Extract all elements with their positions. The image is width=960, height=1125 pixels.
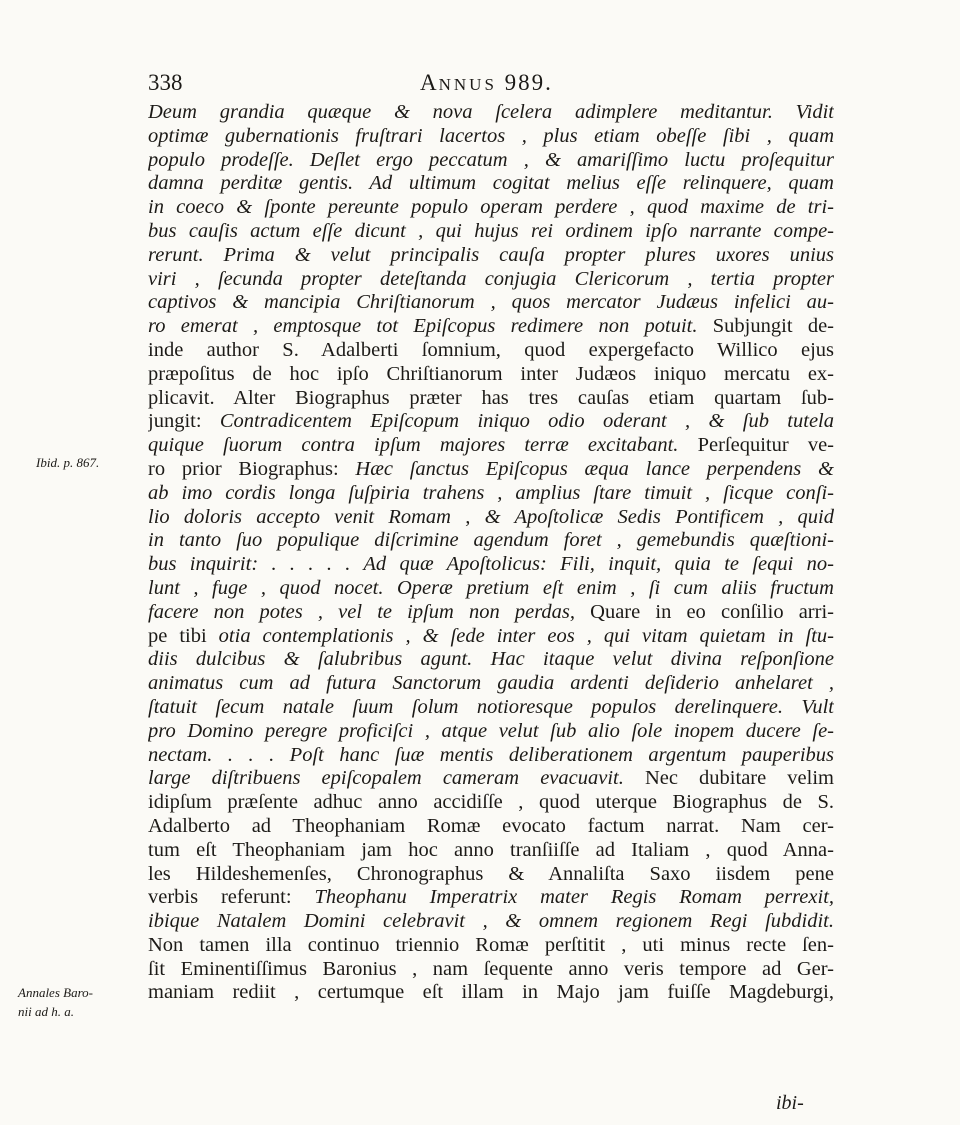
text-line (148, 625, 834, 649)
text-line (148, 220, 834, 244)
text-line (148, 149, 834, 173)
text-line (148, 648, 834, 672)
margin-note-annales-2: nii ad h. a. (18, 1004, 74, 1019)
italic-quotation: captivos & mancipia Chriſtianorum , quos mercator Judæus infelici au- (148, 291, 834, 314)
text-line (148, 125, 834, 149)
text-line (148, 815, 834, 839)
body-text (148, 101, 834, 1005)
roman-text: Subjungit de- (697, 315, 834, 338)
text-line (148, 577, 834, 601)
text-line (148, 363, 834, 387)
roman-text: ro prior Biographus: (148, 457, 356, 480)
text-line (148, 268, 834, 292)
roman-text: verbis referunt: (148, 886, 315, 909)
roman-text: plicavit. Alter Biographus præter has tres cauſas etiam quartam ſub- (148, 386, 834, 409)
italic-quotation: diis dulcibus & ſalubribus agunt. Hac itaque velut divina reſponſione (148, 648, 834, 671)
roman-text: Non tamen illa continuo triennio Romæ perſtitit , uti minus recte ſen- (148, 933, 834, 956)
text-line (148, 886, 834, 910)
text-line (148, 506, 834, 530)
roman-text: Adalberto ad Theophaniam Romæ evocato factum narrat. Nam cer- (148, 814, 834, 837)
text-line (148, 434, 834, 458)
running-title-initial: A (420, 70, 439, 95)
catchword: ibi- (776, 1092, 804, 1114)
text-line (148, 839, 834, 863)
italic-quotation: quique ſuorum contra ipſum majores terræ excitabant. (148, 434, 679, 457)
italic-quotation: optimæ gubernationis fruſtrari lacertos , plus etiam obeſſe ſibi , quam (148, 124, 834, 147)
italic-quotation: in coeco & ſponte pereunte populo operam perdere , quod maxime de tri- (148, 196, 834, 219)
page-header (148, 70, 828, 100)
text-line (148, 387, 834, 411)
italic-quotation: bus cauſis actum eſſe dicunt , qui hujus rei ordinem ipſo narrante compe- (148, 219, 834, 242)
roman-text: ſit Eminentiſſimus Baronius , nam ſequente anno veris tempore ad Ger- (148, 957, 834, 980)
text-line (148, 101, 834, 125)
text-line (148, 196, 834, 220)
text-line (148, 696, 834, 720)
italic-quotation: rerunt. Prima & velut principalis cauſa propter plures uxores unius (148, 243, 834, 266)
roman-text: maniam rediit , certumque eſt illam in Majo jam fuiſſe Magdeburgi, (148, 981, 834, 1004)
running-title-year: 989. (504, 70, 553, 95)
roman-text: Quare in eo conſilio arri- (575, 600, 834, 623)
text-line (148, 791, 834, 815)
italic-quotation: facere non potes , vel te ipſum non perdas, (148, 600, 576, 623)
italic-quotation: lio doloris accepto venit Romam , & Apoſtolicæ Sedis Pontificem , quid (148, 505, 834, 528)
italic-quotation: lunt , fuge , quod nocet. Operæ pretium eſt enim , ſi cum aliis fructum (148, 576, 834, 599)
italic-quotation: ab imo cordis longa ſuſpiria trahens , amplius ſtare timuit , ſicque conſi- (148, 481, 834, 504)
page-number: 338 (148, 70, 183, 95)
text-line (148, 744, 834, 768)
italic-quotation: otia contemplationis , & ſede inter eos , qui vitam quietam in ſtu- (218, 624, 834, 647)
italic-quotation: animatus cum ad futura Sanctorum gaudia ardenti deſiderio anhelaret , (148, 672, 834, 695)
running-title (420, 70, 553, 96)
text-line (148, 339, 834, 363)
italic-quotation: in tanto ſuo populique diſcrimine agendum foret , gemebundis quæſtioni- (148, 529, 834, 552)
italic-quotation: damna perditæ gentis. Ad ultimum cogitat melius eſſe relinquere, quam (148, 172, 834, 195)
italic-quotation: ro emerat , emptosque tot Epiſcopus redimere non potuit. (148, 315, 698, 338)
roman-text: inde author S. Adalberti ſomnium, quod expergefacto Willico ejus (148, 338, 834, 361)
italic-quotation: large diſtribuens epiſcopalem cameram evacuavit. (148, 767, 624, 790)
italic-quotation: pro Domino peregre proficiſci , atque velut ſub alio ſole inopem ducere ſe- (148, 719, 834, 742)
italic-quotation: populo prodeſſe. Deſlet ergo peccatum , & amariſſimo luctu proſequitur (148, 148, 834, 171)
roman-text: pe tibi (148, 624, 219, 647)
text-line (148, 291, 834, 315)
roman-text: Perſequitur ve- (678, 434, 834, 457)
italic-quotation: nectam. . . . Poſt hanc ſuæ mentis deliberationem argentum pauperibus (148, 743, 834, 766)
text-line (148, 458, 834, 482)
text-line (148, 720, 834, 744)
text-line (148, 910, 834, 934)
roman-text: præpoſitus de hoc ipſo Chriſtianorum inter Judæos iniquo mercatu ex- (148, 362, 834, 385)
text-line (148, 601, 834, 625)
text-line (148, 529, 834, 553)
roman-text: Nec dubitare velim (623, 767, 834, 790)
italic-quotation: Hæc ſanctus Epiſcopus æqua lance perpendens & (355, 457, 834, 480)
text-line (148, 958, 834, 982)
roman-text: jungit: (148, 410, 220, 433)
text-line (148, 315, 834, 339)
margin-note-annales-1: Annales Baro- (18, 985, 93, 1000)
italic-quotation: bus inquirit: . . . . . Ad quæ Apoſtolicus: Fili, inquit, quia te ſequi no- (148, 553, 834, 576)
text-line (148, 934, 834, 958)
running-title-word: NNUS (438, 75, 497, 94)
text-line (148, 410, 834, 434)
italic-quotation: Deum grandia quæque & nova ſcelera adimplere meditantur. Vidit (148, 101, 834, 123)
roman-text: les Hildeshemenſes, Chronographus & Annaliſta Saxo iisdem pene (148, 862, 834, 885)
text-line (148, 553, 834, 577)
text-line (148, 482, 834, 506)
roman-text: idipſum præſente adhuc anno accidiſſe , quod uterque Biographus de S. (148, 791, 834, 814)
text-line (148, 981, 834, 1005)
margin-note-ibid: Ibid. p. 867. (36, 455, 100, 470)
italic-quotation: ſtatuit ſecum natale ſuum ſolum notioresque populos derelinquere. Vult (148, 695, 834, 718)
text-line (148, 244, 834, 268)
text-line (148, 767, 834, 791)
italic-quotation: Theophanu Imperatrix mater Regis Romam perrexit, (314, 886, 834, 909)
text-line (148, 172, 834, 196)
text-line (148, 863, 834, 887)
italic-quotation: viri , ſecunda propter deteſtanda conjugia Clericorum , tertia propter (148, 267, 834, 290)
text-line (148, 672, 834, 696)
italic-quotation: ibique Natalem Domini celebravit , & omnem regionem Regi ſubdidit. (148, 910, 834, 933)
roman-text: tum eſt Theophaniam jam hoc anno tranſiiſſe ad Italiam , quod Anna- (148, 838, 834, 861)
italic-quotation: Contradicentem Epiſcopum iniquo odio oderant , & ſub tutela (219, 410, 834, 433)
